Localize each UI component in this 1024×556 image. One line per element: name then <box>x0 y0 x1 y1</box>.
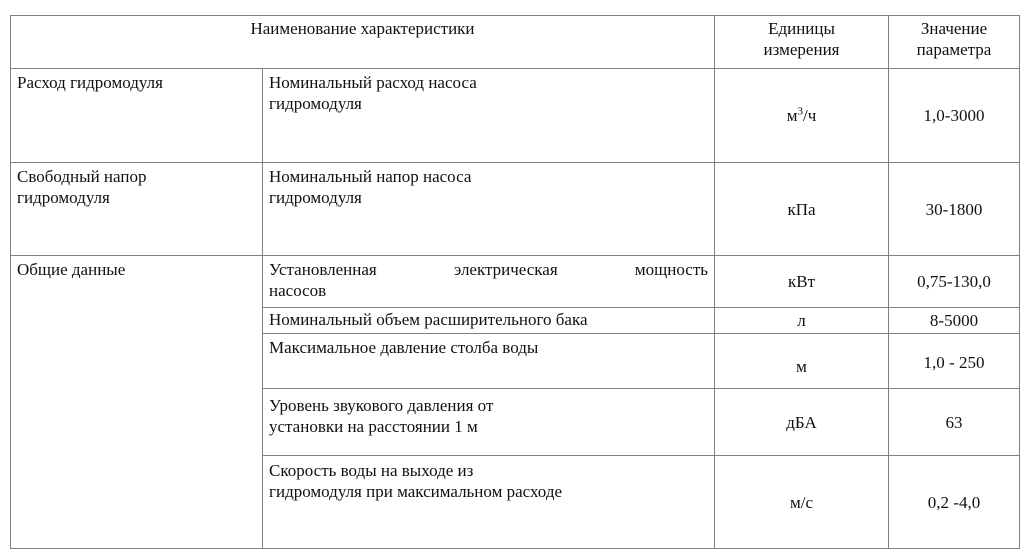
row-description <box>263 256 715 308</box>
header-units-line1: Единицы <box>768 19 835 38</box>
group-name <box>11 163 263 256</box>
group-name-line: Свободный напор <box>17 167 147 186</box>
row-description: Максимальное давление столба воды <box>263 334 715 389</box>
desc-line: Уровень звукового давления от <box>269 396 494 415</box>
row-description <box>263 389 715 456</box>
desc-word: электрическая <box>453 260 558 279</box>
row-unit: кПа <box>715 163 889 256</box>
desc-line <box>269 259 708 280</box>
desc-line: гидромодуля <box>269 188 362 207</box>
desc-line: гидромодуля при максимальном расходе <box>269 482 563 501</box>
header-characteristic-name: Наименование характеристики <box>11 16 715 69</box>
group-name: Общие данные <box>11 256 263 549</box>
row-value: 0,2 -4,0 <box>889 456 1020 549</box>
row-unit: м/с <box>715 456 889 549</box>
row-description <box>263 163 715 256</box>
header-row <box>11 16 1020 69</box>
group-name-line: гидромодуля <box>17 188 110 207</box>
row-unit: м <box>715 334 889 389</box>
desc-word: мощность <box>634 260 709 279</box>
row-unit <box>715 69 889 163</box>
table-row <box>11 256 1020 308</box>
unit-base: м <box>786 106 798 125</box>
desc-line: Скорость воды на выходе из <box>269 461 474 480</box>
unit-superscript: 3 <box>797 105 803 118</box>
row-unit: дБА <box>715 389 889 456</box>
row-value: 0,75-130,0 <box>889 256 1020 308</box>
desc-word: Установленная <box>269 260 377 279</box>
row-unit: л <box>715 308 889 334</box>
row-value: 8-5000 <box>889 308 1020 334</box>
desc-line: Номинальный расход насоса <box>269 73 477 92</box>
desc-line: гидромодуля <box>269 94 362 113</box>
table-row <box>11 69 1020 163</box>
row-value: 30-1800 <box>889 163 1020 256</box>
header-units <box>715 16 889 69</box>
row-value: 1,0-3000 <box>889 69 1020 163</box>
desc-line: Номинальный напор насоса <box>269 167 472 186</box>
header-value-line2: параметра <box>916 40 992 59</box>
characteristics-table <box>10 15 1020 549</box>
header-units-line2: измерения <box>763 40 840 59</box>
row-description <box>263 456 715 549</box>
group-name: Расход гидромодуля <box>11 69 263 163</box>
desc-line: насосов <box>269 281 327 300</box>
header-value <box>889 16 1020 69</box>
row-value: 1,0 - 250 <box>889 334 1020 389</box>
header-value-line1: Значение <box>920 19 988 38</box>
unit-tail: /ч <box>803 106 817 125</box>
row-value: 63 <box>889 389 1020 456</box>
table-row <box>11 163 1020 256</box>
row-description <box>263 69 715 163</box>
row-description: Номинальный объем расширительного бака <box>263 308 715 334</box>
desc-line: установки на расстоянии 1 м <box>269 417 478 436</box>
row-unit: кВт <box>715 256 889 308</box>
